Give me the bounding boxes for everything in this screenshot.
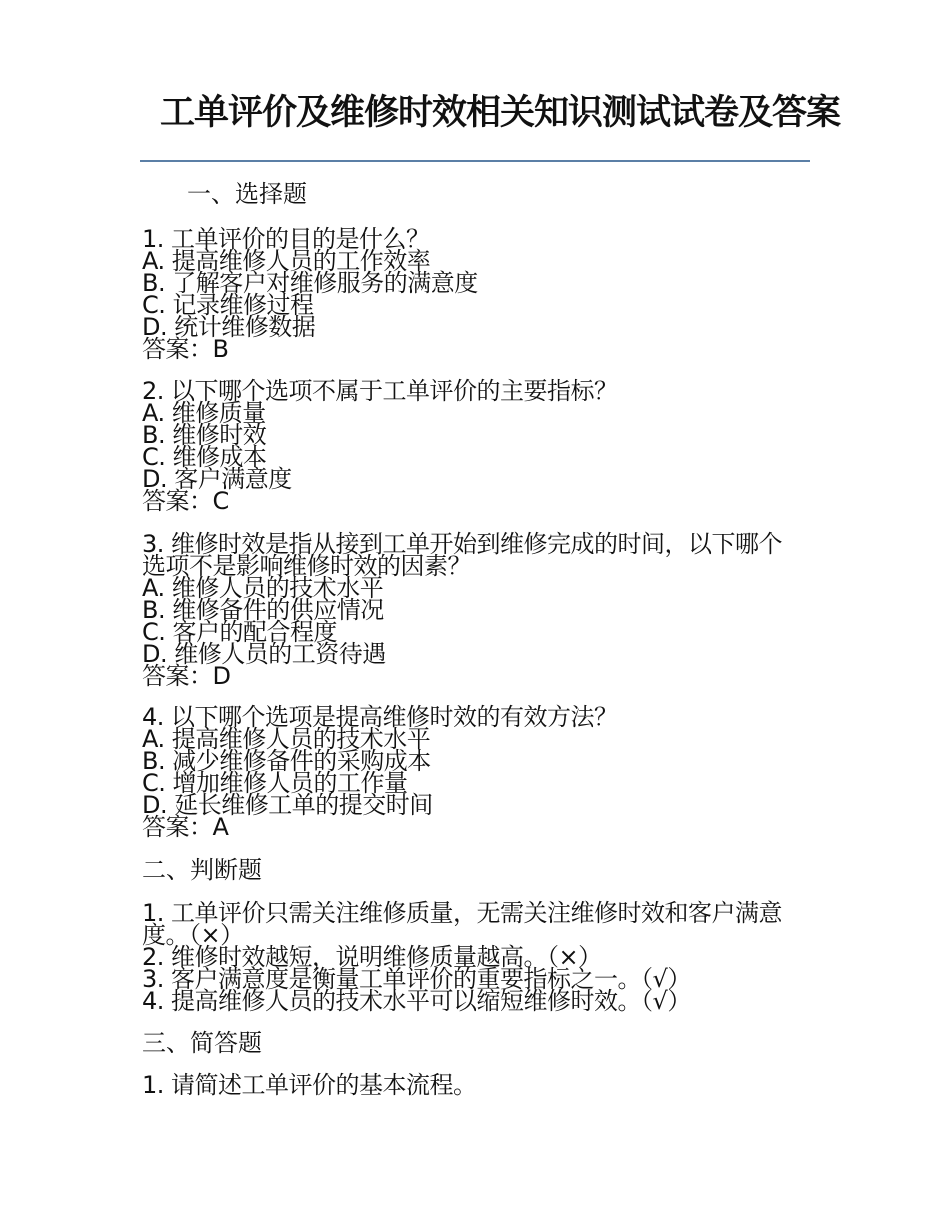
judgement-item: 2. 维修时效越短，说明维修质量越高。（×） — [142, 943, 602, 971]
answer: 答案：D — [142, 662, 231, 690]
option-c: C. 记录维修过程 — [142, 291, 314, 319]
option-c: C. 维修成本 — [142, 443, 267, 471]
option-a: A. 提高维修人员的工作效率 — [142, 247, 431, 275]
option-a: A. 提高维修人员的技术水平 — [142, 725, 431, 753]
section-heading-short: 三、简答题 — [142, 1029, 262, 1057]
option-b: B. 维修时效 — [142, 421, 267, 449]
question-stem: 4. 以下哪个选项是提高维修时效的有效方法？ — [142, 703, 618, 731]
judgement-list — [142, 899, 802, 1015]
option-c: C. 增加维修人员的工作量 — [142, 769, 408, 797]
short-answer-list — [142, 1071, 802, 1099]
judgement-item: 1. 工单评价只需关注维修质量，无需关注维修时效和客户满意度。（×） — [142, 899, 783, 949]
option-b: B. 了解客户对维修服务的满意度 — [142, 269, 478, 297]
question-1 — [142, 225, 802, 363]
answer: 答案：C — [142, 487, 229, 515]
question-4 — [142, 703, 802, 841]
question-stem: 3. 维修时效是指从接到工单开始到维修完成的时间，以下哪个选项不是影响维修时效的因素？ — [142, 530, 783, 580]
section-heading-judge: 二、判断题 — [142, 856, 262, 884]
option-b: B. 减少维修备件的采购成本 — [142, 747, 431, 775]
answer: 答案：A — [142, 813, 229, 841]
option-b: B. 维修备件的供应情况 — [142, 596, 384, 624]
judgement-item: 4. 提高维修人员的技术水平可以缩短维修时效。（√） — [142, 987, 691, 1015]
short-answer-item: 1. 请简述工单评价的基本流程。 — [142, 1071, 477, 1099]
question-stem: 1. 工单评价的目的是什么？ — [142, 225, 430, 253]
question-2 — [142, 377, 802, 515]
page-title: 工单评价及维修时效相关知识测试试卷及答案 — [159, 93, 840, 133]
option-a: A. 维修人员的技术水平 — [142, 574, 384, 602]
question-3 — [142, 530, 802, 690]
option-d: D. 延长维修工单的提交时间 — [142, 791, 433, 819]
option-d: D. 客户满意度 — [142, 465, 292, 493]
option-a: A. 维修质量 — [142, 399, 266, 427]
option-d: D. 维修人员的工资待遇 — [142, 640, 386, 668]
question-stem: 2. 以下哪个选项不属于工单评价的主要指标？ — [142, 377, 618, 405]
title-divider — [140, 160, 810, 162]
section-heading-choice: 一、选择题 — [187, 180, 307, 208]
option-c: C. 客户的配合程度 — [142, 618, 338, 646]
option-d: D. 统计维修数据 — [142, 313, 316, 341]
judgement-item: 3. 客户满意度是衡量工单评价的重要指标之一。（√） — [142, 965, 691, 993]
answer: 答案：B — [142, 335, 229, 363]
